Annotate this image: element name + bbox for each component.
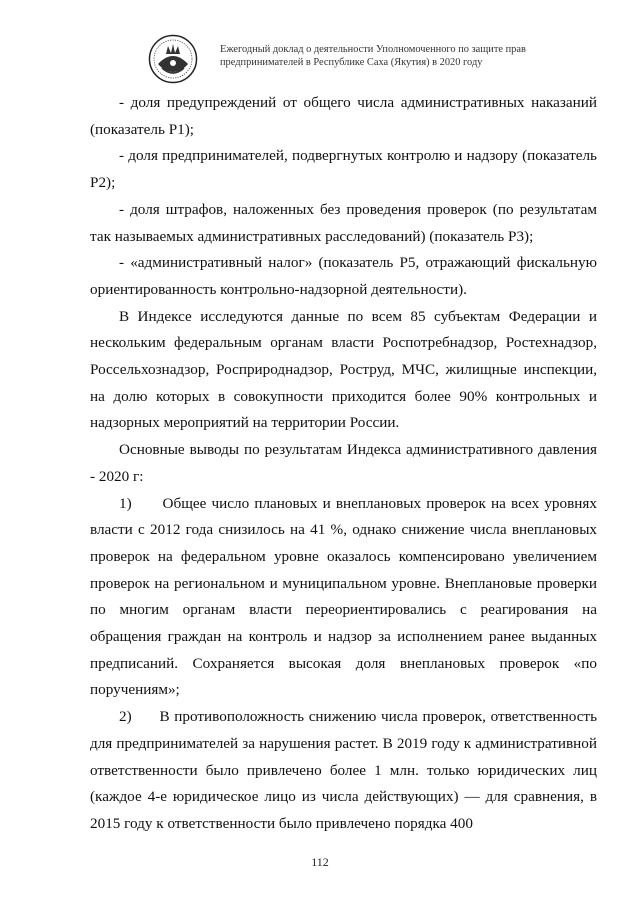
yakutia-emblem-icon [148,34,198,84]
page-number: 112 [311,855,329,869]
bullet-p5: - «административный налог» (показатель Р5, отражающий фискальную ориентированность контрольно-надзорной деятельности). [90,254,597,298]
bullet-p2: - доля предпринимателей, подвергнутых контролю и надзору (показатель Р2); [90,147,597,192]
bullet-p3: - доля штрафов, наложенных без проведения проверок (по результатам так называемых административных расследований) (показатель Р3); [90,200,597,245]
header-line-1: Ежегодный доклад о деятельности Уполномоченного по защите прав [220,44,526,55]
paragraph-index-scope: В Индексе исследуются данные по всем 85 субъектам Федерации и нескольким федеральным органам власти Роспотребнадзор, Ростехнадзор, Россельхознадзор, Росприроднадзор, Роструд, МЧС, жилищные инспекции, на долю которых в совокупности приходится более 90% контрольных и надзорных мероприятий на территории России. [90,307,597,432]
bullet-p1: - доля предупреждений от общего числа административных наказаний (показатель Р1); [90,94,597,138]
paragraph-main-findings: Основные выводы по результатам Индекса административного давления - 2020 г: [90,441,597,485]
header-line-2: предпринимателей в Республике Саха (Якутия) в 2020 году [220,56,483,68]
numbered-item-2: 2) В противоположность снижению числа проверок, ответственность для предпринимателей за нарушения растет. В 2019 году к административной ответственности было привлечено более 1 млн. только юридических лиц (каждое 4-е юридическое лицо из числа действующих) — для сравнения, в 2015 году к ответственности было привлечено порядка 400 [90,708,601,832]
document-body [90,90,601,838]
page-header [148,34,608,84]
numbered-item-1: 1) Общее число плановых и внеплановых проверок на всех уровнях власти с 2012 года снизилось на 41 %, однако снижение числа внеплановых проверок на федеральном уровне оказалось компенсировано увеличением проверок на региональном и муниципальном уровне. Внеплановые проверки по многим органам власти переориентировались с реагирования на обращения граждан на контроль и надзор за исполнением ранее выданных предписаний. Сохраняется высокая доля внеплановых проверок «по поручениям»; [90,494,601,699]
header-title [220,44,600,69]
